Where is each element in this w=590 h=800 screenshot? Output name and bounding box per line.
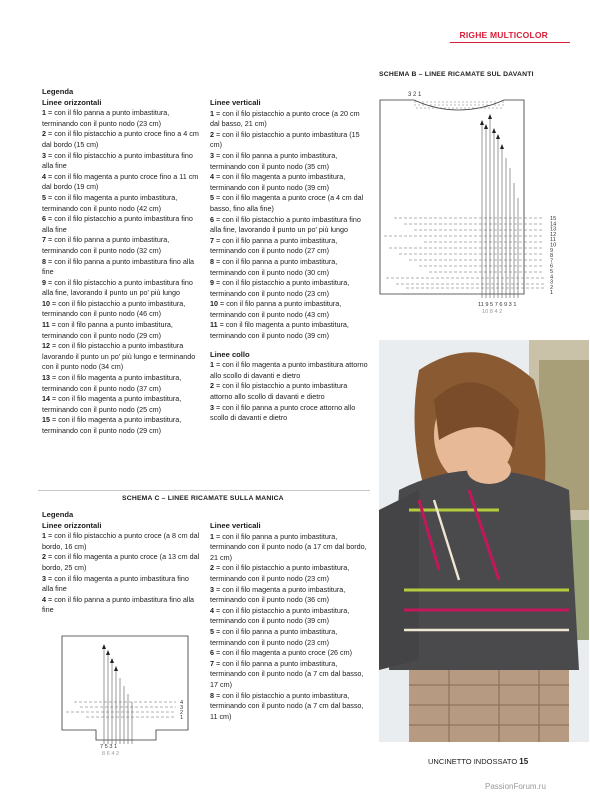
legend-b-v-text: = con il filo magenta a punto croce (a 4 cm dal basso, fino alla fine) [210,193,364,213]
legend-b-h-text: = con il filo pistacchio a punto imbastitura fino alla fine, lavorando il punto un po' più lungo [42,277,193,298]
legend-b-collar-item [210,403,370,424]
legend-b-h-number: 7 [42,235,46,245]
legend-c-v-item [210,606,370,627]
legend-b-v-item [210,151,370,172]
legend-b-h-number: 4 [42,171,46,181]
legend-b-h-item [42,151,202,172]
legend-b-v-number: 10 [210,299,218,309]
legend-b-v-text: = con il filo panna a punto imbastitura, terminando con il punto nodo (43 cm) [210,299,342,319]
legend-b-v-item [210,236,370,257]
legend-b-h-number: 10 [42,298,50,308]
legend-b-h-text: = con il filo magenta a punto imbastitura, terminando con il punto nodo (29 cm) [42,415,182,435]
legend-b-v-item [210,320,370,341]
legend-b-v-number: 9 [210,278,214,288]
legend-b-h-text: = con il filo pistacchio a punto croce fino a 4 cm dal bordo (15 cm) [42,129,199,149]
legend-c-h-number: 2 [42,552,46,562]
legend-c-v-text: = con il filo magenta a punto imbastitura, terminando con il punto nodo (36 cm) [210,584,346,605]
legend-b-v-text: = con il filo panna a punto imbastitura, terminando con il punto nodo (30 cm) [210,256,338,277]
legend-b-h-item [42,299,202,320]
legend-c-h-text: = con il filo magenta a punto imbastitura fino alla fine [42,573,189,594]
section-tag-rule [450,42,570,43]
legend-c-v-text: = con il filo pistacchio a punto imbastitura, terminando con il punto nodo (39 cm) [210,605,350,626]
legend-b-title: Legenda [42,87,74,96]
legend-c-h-item [42,531,202,552]
model-photo [379,340,589,742]
legend-b-v-number: 3 [210,150,214,160]
schema-b-bottom-numbers-a: 11 9 5 7 6 9 3 1 [478,302,517,308]
legend-b-h-text: = con il filo magenta a punto croce fino a 11 cm dal bordo (19 cm) [42,171,199,192]
legend-c-v-text: = con il filo pistacchio a punto imbastitura, terminando con il punto nodo (23 cm) [210,563,350,583]
legend-b-v-item [210,257,370,278]
legend-b-v-number: 4 [210,172,214,182]
legend-b-v-text: = con il filo pistacchio a punto imbastitura, terminando con il punto nodo (23 cm) [210,278,350,298]
legend-c-v-item [210,563,370,584]
legend-b-vertical [210,98,370,424]
legend-c-v-number: 1 [210,531,214,541]
legend-b-h-text: = con il filo magenta a punto imbastitura, terminando con il punto nodo (42 cm) [42,192,178,213]
legend-c-v-text: = con il filo panna a punto imbastitura, terminando con il punto nodo (23 cm) [210,626,338,647]
legend-b-v-number: 1 [210,108,214,118]
legend-b-h-number: 1 [42,108,46,118]
schema-b-title: SCHEMA B – LINEE RICAMATE SUL DAVANTI [379,71,534,78]
legend-b-horizontal [42,87,202,437]
legend-c-v-text: = con il filo magenta a punto croce (26 cm) [214,648,353,658]
legend-b-v-item [210,278,370,299]
collar-numbers: 3 2 1 [408,92,422,98]
legend-c-h-number: 3 [42,573,46,583]
legend-b-h-text: = con il filo pistacchio a punto imbastitura fino alla fine [42,214,193,234]
legend-c-v-text: = con il filo panna a punto imbastitura, terminando con il punto nodo (a 7 cm dal basso, 17 cm) [210,658,364,689]
legend-c-h-item [42,595,202,616]
legend-b-h-number: 8 [42,256,46,266]
legend-c-v-item [210,627,370,648]
line-number: 8 [550,253,554,260]
legend-b-v-number: 6 [210,214,214,224]
legend-b-horizontal-title: Linee orizzontali [42,97,102,107]
legend-b-h-number: 3 [42,150,46,160]
legend-b-vertical-title: Linee verticali [210,98,261,107]
legend-b-collar-number: 2 [210,381,214,391]
legend-b-collar-text: = con il filo panna a punto croce attorno allo scollo di davanti e dietro [210,402,356,423]
legend-c-v-item [210,532,370,564]
line-number: 3 [550,279,554,286]
legend-b-v-item [210,215,370,236]
legend-b-v-text: = con il filo panna a punto imbastitura, terminando con il punto nodo (35 cm) [210,150,338,171]
legend-b-collar-text: = con il filo magenta a punto imbastitura attorno allo scollo di davanti e dietro [210,360,368,380]
legend-b-h-number: 5 [42,192,46,202]
legend-b-h-item [42,257,202,278]
schema-b-bottom-numbers-b: 10 8 4 2 [482,309,503,315]
legend-b-h-item [42,129,202,150]
line-number: 5 [550,269,554,275]
line-number: 2 [180,710,184,716]
schema-c-right-numbers [180,700,183,721]
line-number: 9 [550,247,554,254]
legend-b-v-text: = con il filo pistacchio a punto imbastitura (15 cm) [210,129,360,150]
legend-b-h-number: 14 [42,394,50,404]
line-number: 4 [550,274,554,281]
legend-b-v-item [210,130,370,151]
line-number: 11 [550,237,556,244]
line-number: 13 [550,226,557,233]
legend-b-v-text: = con il filo pistacchio a punto imbastitura fino alla fine, lavorando il punto un po' più lungo [210,214,361,235]
legend-b-v-text: = con il filo magenta a punto imbastitura, terminando con il punto nodo (39 cm) [210,320,349,341]
page-number: 15 [519,757,529,766]
legend-c-vertical [210,521,370,722]
legend-c-horizontal-title: Linee orizzontali [42,520,102,530]
legend-b-v-item [210,299,370,320]
line-number: 3 [180,705,184,711]
legend-c-v-text: = con il filo pistacchio a punto imbastitura, terminando con il punto nodo (a 7 cm dal basso, 11 cm) [210,690,364,721]
legend-c-h-text: = con il filo panna a punto imbastitura fino alla fine [42,594,195,615]
legend-b-v-text: = con il filo magenta a punto imbastitura, terminando con il punto nodo (39 cm) [210,172,346,192]
legend-c-v-item [210,648,370,659]
schema-c-diagram [56,630,202,758]
legend-b-h-text: = con il filo magenta a punto imbastitura, terminando con il punto nodo (25 cm) [42,394,182,414]
legend-c-vertical-title: Linee verticali [210,521,261,530]
line-number: 12 [550,231,557,238]
legend-b-h-text: = con il filo pistacchio a punto imbastitura lavorando il punto un po' più lungo e terminando con il punto nodo (34 cm) [42,341,196,372]
schema-c-bottom-numbers-a: 7 5 3 1 [100,744,118,750]
legend-b-h-item [42,235,202,256]
legend-c-h-text: = con il filo magenta a punto croce (a 13 cm dal bordo, 25 cm) [42,552,200,572]
legend-b-h-text: = con il filo pistacchio a punto imbastitura fino alla fine [42,150,193,171]
legend-b-h-number: 12 [42,341,50,351]
watermark: PassionForum.ru [485,782,546,791]
legend-c-v-item [210,691,370,723]
legend-c-v-number: 4 [210,605,214,615]
legend-c-title: Legenda [42,510,74,519]
legend-b-h-item [42,415,202,436]
legend-c-v-number: 8 [210,690,214,700]
legend-c-h-text: = con il filo pistacchio a punto croce (a 8 cm dal bordo, 16 cm) [42,531,200,551]
legend-b-h-item [42,193,202,214]
legend-b-h-item [42,373,202,394]
line-number: 14 [550,221,557,228]
legend-b-h-item [42,108,202,129]
legend-b-h-number: 13 [42,373,50,383]
legend-b-collar-number: 1 [210,360,214,370]
legend-b-h-item [42,341,202,373]
legend-c-v-item [210,659,370,691]
schema-c-title: SCHEMA C – LINEE RICAMATE SULLA MANICA [122,495,284,502]
legend-c-v-number: 7 [210,658,214,668]
legend-b-v-item [210,109,370,130]
legend-b-v-text: = con il filo panna a punto imbastitura, terminando con il punto nodo (27 cm) [210,235,338,256]
legend-b-h-number: 11 [42,320,50,330]
legend-b-h-number: 15 [42,415,50,425]
legend-b-collar-title: Linee collo [210,349,250,359]
legend-b-v-number: 7 [210,235,214,245]
line-number: 2 [550,284,554,291]
legend-c-horizontal [42,510,202,616]
legend-b-v-item [210,193,370,214]
legend-b-h-item [42,320,202,341]
section-tag: RIGHE MULTICOLOR [459,30,548,40]
legend-b-v-number: 5 [210,193,214,203]
schema-b-right-numbers [550,216,556,296]
line-number: 6 [550,263,554,270]
line-number: 7 [550,258,554,265]
legend-b-h-text: = con il filo magenta a punto imbastitura, terminando con il punto nodo (37 cm) [42,373,182,393]
legend-b-v-number: 8 [210,256,214,266]
legend-b-h-text: = con il filo panna a punto imbastitura fino alla fine [42,256,195,277]
line-number: 15 [550,216,557,222]
line-number: 4 [180,700,184,706]
legend-b-h-text: = con il filo pistacchio a punto imbastitura, terminando con il punto nodo (46 cm) [42,298,186,319]
section-divider [38,490,370,491]
legend-b-h-text: = con il filo panna a punto imbastitura, terminando con il punto nodo (29 cm) [42,320,173,340]
legend-b-collar-item [210,381,370,402]
legend-b-v-number: 11 [210,320,218,330]
legend-c-v-number: 5 [210,626,214,636]
legend-b-h-number: 6 [42,214,46,224]
legend-c-v-number: 3 [210,584,214,594]
legend-c-v-text: = con il filo panna a punto imbastitura, terminando con il punto nodo (a 17 cm dal bordo, 21 cm) [210,531,367,562]
legend-c-h-item [42,552,202,573]
schema-c-bottom-numbers-b: 8 6 4 2 [102,751,120,757]
legend-b-v-number: 2 [210,129,214,139]
line-number: 1 [550,290,554,297]
legend-c-v-item [210,585,370,606]
legend-b-h-number: 9 [42,277,46,287]
legend-b-h-number: 2 [42,129,46,139]
legend-b-h-item [42,214,202,235]
legend-b-h-item [42,278,202,299]
magazine-name: UNCINETTO INDOSSATO [428,757,518,766]
legend-b-h-text: = con il filo panna a punto imbastitura, terminando con il punto nodo (32 cm) [42,235,170,255]
legend-c-h-number: 4 [42,594,46,604]
legend-b-collar-item [210,360,370,381]
legend-b-collar-text: = con il filo pistacchio a punto imbastitura attorno allo scollo di davanti e dietro [210,381,348,402]
legend-c-v-number: 6 [210,648,214,658]
legend-b-h-text: = con il filo panna a punto imbastitura, terminando con il punto nodo (23 cm) [42,108,170,128]
legend-b-v-item [210,172,370,193]
footer [428,757,528,766]
legend-b-h-item [42,172,202,193]
legend-c-h-item [42,574,202,595]
legend-b-v-text: = con il filo pistacchio a punto croce (a 20 cm dal basso, 21 cm) [210,108,360,129]
legend-b-collar-number: 3 [210,402,214,412]
legend-c-h-number: 1 [42,531,46,541]
line-number: 1 [180,715,184,721]
schema-b-diagram [374,88,570,316]
legend-c-v-number: 2 [210,563,214,573]
line-number: 10 [550,242,557,249]
legend-b-h-item [42,394,202,415]
